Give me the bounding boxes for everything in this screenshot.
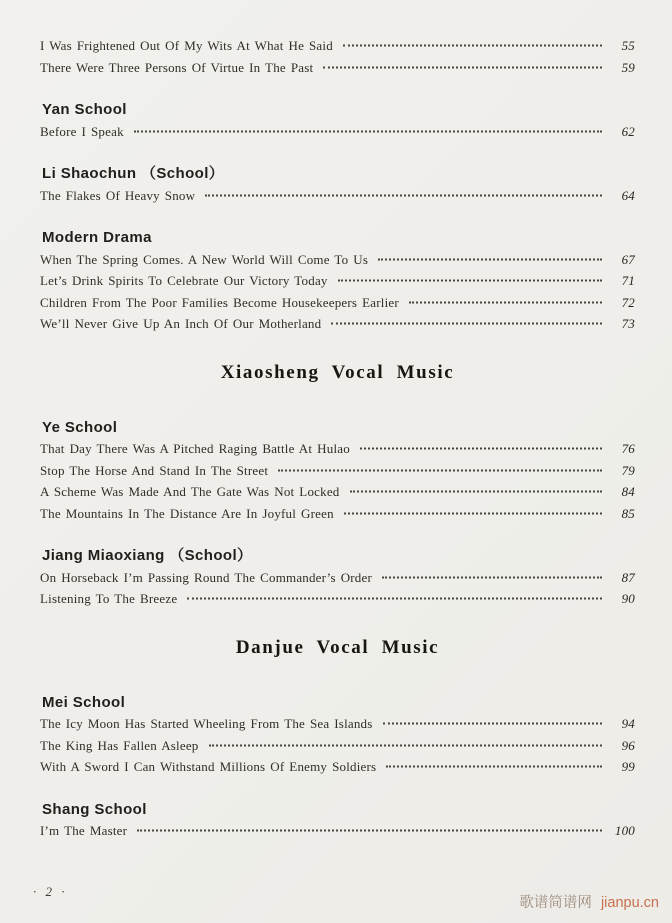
entry-title: The King Has Fallen Asleep: [40, 737, 199, 753]
entry-page-number: 59: [621, 59, 635, 75]
entry-title: I Was Frightened Out Of My Wits At What He Said: [40, 38, 333, 53]
dot-leader: [134, 130, 602, 132]
toc-entry: [40, 735, 635, 757]
dot-leader: [331, 323, 602, 325]
toc-entry: [40, 588, 635, 610]
toc-entry: [40, 249, 635, 271]
entry-page-number: 64: [621, 187, 635, 203]
toc-group: [40, 417, 635, 525]
toc-entry: [40, 292, 635, 314]
toc-entry: [40, 35, 635, 57]
entry-page-number: 76: [621, 441, 635, 456]
toc-entry: [40, 313, 635, 335]
entry-title: Listening To The Breeze: [40, 591, 178, 606]
dot-leader: [382, 576, 602, 578]
toc-entry: [40, 481, 635, 503]
school-heading: Jiang Miaoxiang （School）: [42, 547, 253, 564]
dot-leader: [205, 194, 602, 196]
dot-leader: [137, 830, 602, 832]
dot-leader: [323, 66, 602, 68]
school-heading: Li Shaochun （School）: [42, 165, 225, 182]
toc-entry: [40, 185, 635, 207]
entry-title: With A Sword I Can Withstand Millions Of Enemy Soldiers: [40, 759, 377, 774]
toc-group: [40, 545, 635, 610]
toc-entry: [40, 270, 635, 292]
toc-entry: [40, 57, 635, 79]
entry-title: We’ll Never Give Up An Inch Of Our Motherland: [40, 316, 322, 331]
entry-title: That Day There Was A Pitched Raging Battle At Hulao: [40, 441, 350, 456]
entry-title: Let’s Drink Spirits To Celebrate Our Victory Today: [40, 273, 328, 288]
entry-title: The Mountains In The Distance Are In Joyful Green: [40, 505, 334, 521]
toc-entry: [40, 438, 635, 460]
dot-leader: [278, 469, 602, 471]
entry-title: When The Spring Comes. A New World Will Come To Us: [40, 251, 369, 267]
toc-entry: [40, 460, 635, 482]
entry-page-number: 100: [614, 823, 635, 838]
dot-leader: [378, 258, 602, 260]
dot-leader: [386, 766, 602, 768]
toc-entry: [40, 503, 635, 525]
entry-page-number: 73: [621, 316, 635, 331]
toc-entry: [40, 713, 635, 735]
entry-title: Before I Speak: [40, 123, 124, 139]
entry-page-number: 62: [621, 123, 635, 139]
dot-leader: [338, 280, 602, 282]
entry-title: A Scheme Was Made And The Gate Was Not Locked: [40, 484, 340, 499]
entry-page-number: 72: [621, 294, 635, 310]
entry-page-number: 87: [621, 569, 635, 585]
toc-group: [40, 99, 635, 142]
entry-page-number: 67: [621, 251, 635, 267]
chapter-title-danjue: Danjue Vocal Music: [235, 636, 440, 658]
entry-page-number: 79: [621, 462, 635, 478]
school-heading: Shang School: [42, 800, 147, 818]
toc-entry: [40, 121, 635, 143]
entry-page-number: 71: [621, 273, 635, 288]
dot-leader: [343, 45, 602, 47]
entry-title: I’m The Master: [40, 823, 128, 838]
watermark-site-url: jianpu.cn: [600, 895, 659, 911]
watermark: [519, 891, 659, 912]
entry-title: Children From The Poor Families Become Housekeepers Earlier: [40, 294, 399, 310]
toc-group: [40, 692, 635, 778]
page-number-label: · 2 ·: [33, 884, 68, 899]
toc-entry: [40, 820, 635, 842]
chapter-title-xiaosheng: Xiaosheng Vocal Music: [220, 361, 455, 383]
school-heading: Modern Drama: [42, 229, 152, 246]
entry-page-number: 94: [621, 716, 635, 731]
toc-group: [40, 163, 635, 206]
entry-title: The Flakes Of Heavy Snow: [40, 187, 196, 203]
dot-leader: [350, 491, 603, 493]
dot-leader: [409, 301, 602, 303]
entry-page-number: 84: [621, 484, 635, 499]
toc-entry: [40, 756, 635, 778]
school-heading: Yan School: [42, 101, 127, 118]
entry-page-number: 55: [621, 38, 635, 53]
toc-group: [40, 35, 635, 78]
entry-title: The Icy Moon Has Started Wheeling From The Sea Islands: [40, 716, 373, 731]
entry-title: On Horseback I’m Passing Round The Commander’s Order: [40, 569, 373, 585]
dot-leader: [209, 744, 602, 746]
school-heading: Mei School: [42, 693, 126, 711]
toc-entry: [40, 567, 635, 589]
entry-title: Stop The Horse And Stand In The Street: [40, 462, 269, 478]
entry-page-number: 99: [621, 759, 635, 774]
watermark-site-name: 歌谱简谱网: [519, 895, 592, 911]
entry-page-number: 96: [621, 737, 635, 753]
toc-group: [40, 799, 635, 842]
dot-leader: [383, 723, 602, 725]
dot-leader: [187, 598, 602, 600]
entry-page-number: 90: [621, 591, 635, 606]
school-heading: Ye School: [42, 418, 118, 436]
dot-leader: [344, 512, 602, 514]
entry-page-number: 85: [621, 505, 635, 521]
entry-title: There Were Three Persons Of Virtue In The Past: [40, 59, 314, 75]
toc-group: [40, 227, 635, 335]
dot-leader: [360, 448, 602, 450]
